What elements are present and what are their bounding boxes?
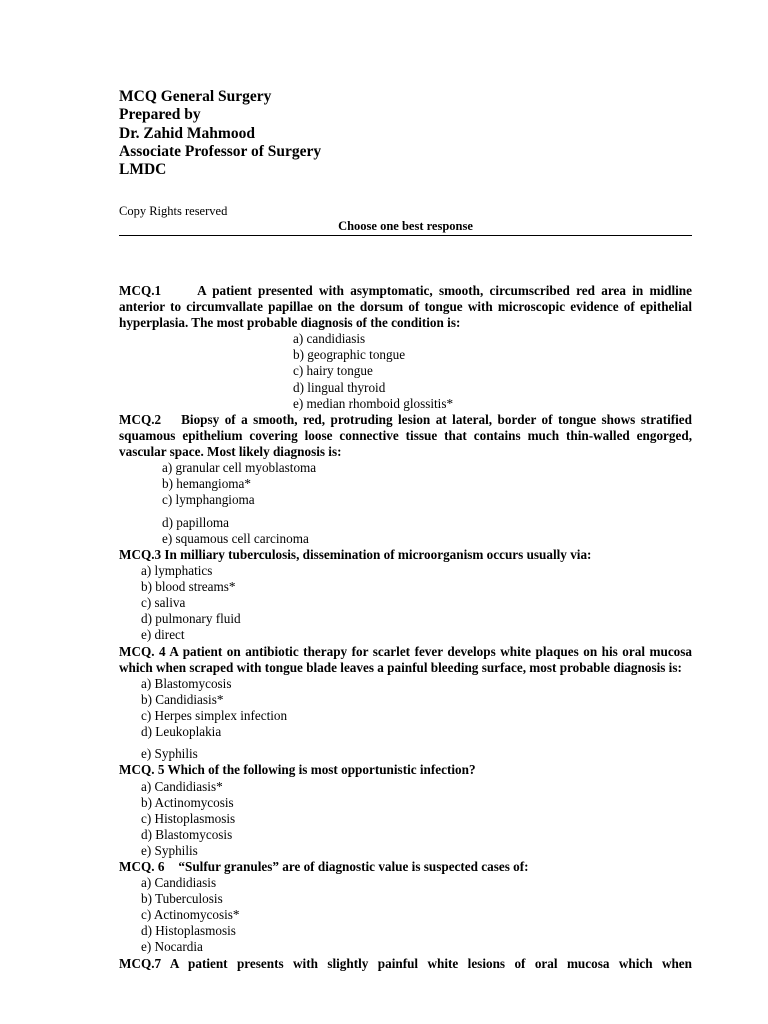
question-label: MCQ. 5 <box>119 762 165 778</box>
option: e) direct <box>141 627 185 643</box>
question-text: Which of the following is most opportunistic infection? <box>167 762 476 778</box>
option: a) lymphatics <box>141 563 213 579</box>
option: e) Syphilis <box>141 746 198 762</box>
option: b) geographic tongue <box>293 347 406 363</box>
option: c) lymphangioma <box>162 492 255 508</box>
question-text: In milliary tuberculosis, dissemination of microorganism occurs usually via: <box>164 547 592 562</box>
option: e) Syphilis <box>141 842 198 858</box>
question-3-options <box>119 563 692 643</box>
question-1 <box>119 283 692 331</box>
question-list <box>119 283 692 972</box>
option: c) Herpes simplex infection <box>141 707 288 723</box>
option: d) papilloma <box>162 514 230 530</box>
question-label: MCQ.1 <box>119 283 162 298</box>
header-institution: LMDC <box>119 161 167 179</box>
option: a) Blastomycosis <box>141 675 232 691</box>
header-prepared-by: Prepared by <box>119 106 201 124</box>
option: d) Leukoplakia <box>141 724 222 740</box>
question-5-options <box>119 779 692 859</box>
question-label: MCQ.3 <box>119 547 162 562</box>
question-4 <box>119 644 692 676</box>
option: e) squamous cell carcinoma <box>162 530 309 546</box>
copyright-notice: Copy Rights reserved <box>119 204 228 218</box>
question-label: MCQ.7 <box>119 955 162 971</box>
option: e) median rhomboid glossitis* <box>293 395 454 411</box>
option: a) granular cell myoblastoma <box>162 460 317 476</box>
question-text: A patient presents with slightly painful white lesions of oral mucosa which when <box>169 955 692 971</box>
question-label: MCQ. 6 <box>119 858 165 874</box>
option: d) Blastomycosis <box>141 826 233 842</box>
header-author: Dr. Zahid Mahmood <box>119 124 255 142</box>
question-5 <box>119 762 692 778</box>
question-6-options <box>119 875 692 955</box>
question-label: MCQ. 4 <box>119 643 166 659</box>
option: b) hemangioma* <box>162 476 251 492</box>
option: c) saliva <box>141 595 186 611</box>
option: c) Histoplasmosis <box>141 810 236 826</box>
option: a) Candidiasis* <box>141 778 223 794</box>
question-2-options <box>119 460 692 547</box>
question-6 <box>119 859 692 875</box>
option: b) Actinomycosis <box>141 794 234 810</box>
question-7 <box>119 956 692 972</box>
option: b) Candidiasis* <box>141 691 224 707</box>
question-3 <box>119 547 692 563</box>
question-label: MCQ.2 <box>119 411 162 427</box>
question-text: Biopsy of a smooth, red, protruding lesion at lateral, border of tongue shows stratified squamous epithelium covering loose connective tissue that contains much thin-walled engorged, vascular space. Most likely diagnosis is: <box>119 411 692 459</box>
option: a) Candidiasis <box>141 875 217 891</box>
option: c) hairy tongue <box>293 363 373 379</box>
instruction-text: Choose one best response <box>338 219 473 233</box>
document-header <box>119 88 519 179</box>
option: b) Tuberculosis <box>141 891 223 907</box>
option: a) candidiasis <box>293 331 366 347</box>
option: d) Histoplasmosis <box>141 923 236 939</box>
question-1-options <box>119 331 692 411</box>
header-position: Associate Professor of Surgery <box>119 142 322 160</box>
question-text: “Sulfur granules” are of diagnostic value is suspected cases of: <box>178 858 529 874</box>
question-text: A patient on antibiotic therapy for scarlet fever develops white plaques on his oral mucosa which when scraped with tongue blade leaves a painful bleeding surface, most probable diagnosis is: <box>119 643 692 675</box>
question-2 <box>119 412 692 460</box>
option: b) blood streams* <box>141 579 236 595</box>
divider-line <box>119 235 692 236</box>
option: c) Actinomycosis* <box>141 907 240 923</box>
option: d) lingual thyroid <box>293 379 386 395</box>
question-text: A patient presented with asymptomatic, smooth, circumscribed red area in midline anterior to circumvallate papillae on the dorsum of tongue with microscopic evidence of epithelial hyperplasia. The most probable diagnosis of the condition is: <box>119 283 692 331</box>
header-title: MCQ General Surgery <box>119 88 272 105</box>
option: d) pulmonary fluid <box>141 611 241 627</box>
question-4-options <box>119 676 692 763</box>
option: e) Nocardia <box>141 939 203 955</box>
